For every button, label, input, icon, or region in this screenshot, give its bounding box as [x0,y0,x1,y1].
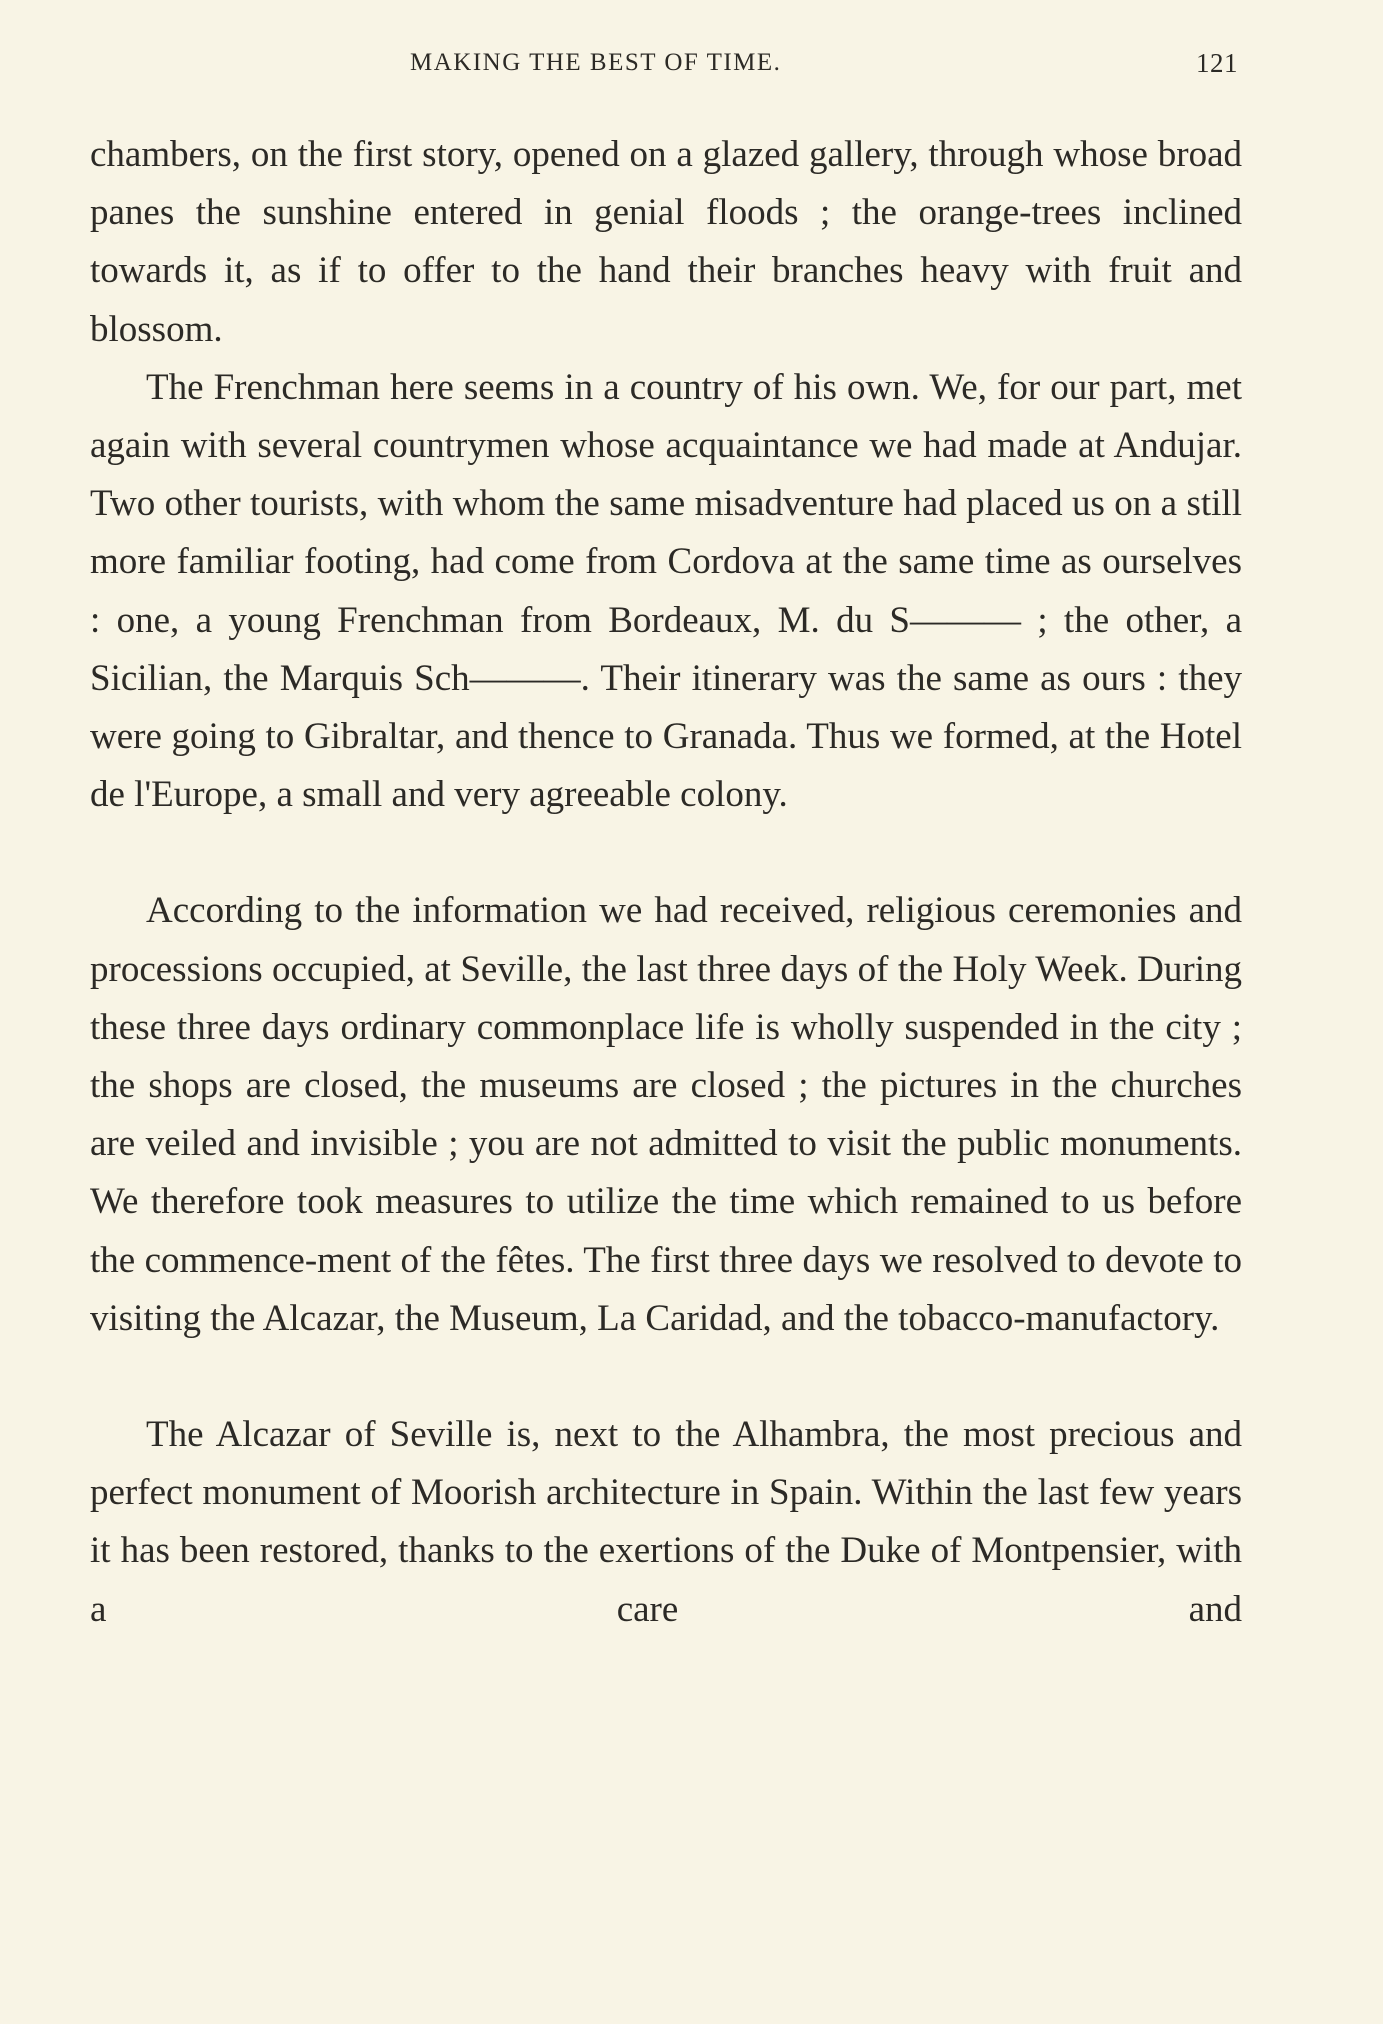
running-header [410,46,1242,80]
text-body [90,126,1242,1639]
paragraph-continued: chambers, on the first story, opened on a glazed gallery, through whose broad panes the sunshine entered in genial floods ; the orange-trees inclined towards it, as if to offer to the hand their branches heavy with fruit and blossom. [90,134,1242,350]
paragraph: The Frenchman here seems in a country of his own. We, for our part, met again with several countrymen whose acquaintance we had made at Andujar. Two other tourists, with whom the same misadventure had placed us on a still more familiar footing, had come from Cordova at the same time as ourselves : one, a young Frenchman from Bordeaux, M. du S——— ; the other, a Sicilian, the Marquis Sch———. Their itinerary was the same as ours : they were going to Gibraltar, and thence to Granada. Thus we formed, at the Hotel de l'Europe, a small and very agreeable colony. [90,366,1242,816]
page-number: 121 [1196,48,1238,78]
chapter-title: MAKING THE BEST OF TIME. [410,49,782,76]
paragraph: According to the information we had received, religious ceremonies and processions occupied, at Seville, the last three days of the Holy Week. During these three days ordinary commonplace life is wholly suspended in the city ; the shops are closed, the museums are closed ; the pictures in the churches are veiled and invisible ; you are not admitted to visit the public monuments. We therefore took measures to utilize the time which remained to us before the commence-ment of the fêtes. The first three days we resolved to devote to visiting the Alcazar, the Museum, La Caridad, and the tobacco-manufactory. [90,890,1242,1339]
paragraph: The Alcazar of Seville is, next to the Alhambra, the most precious and perfect monument of Moorish architecture in Spain. Within the last few years it has been restored, thanks to the exertions of the Duke of Montpensier, with a care and [90,1414,1242,1630]
